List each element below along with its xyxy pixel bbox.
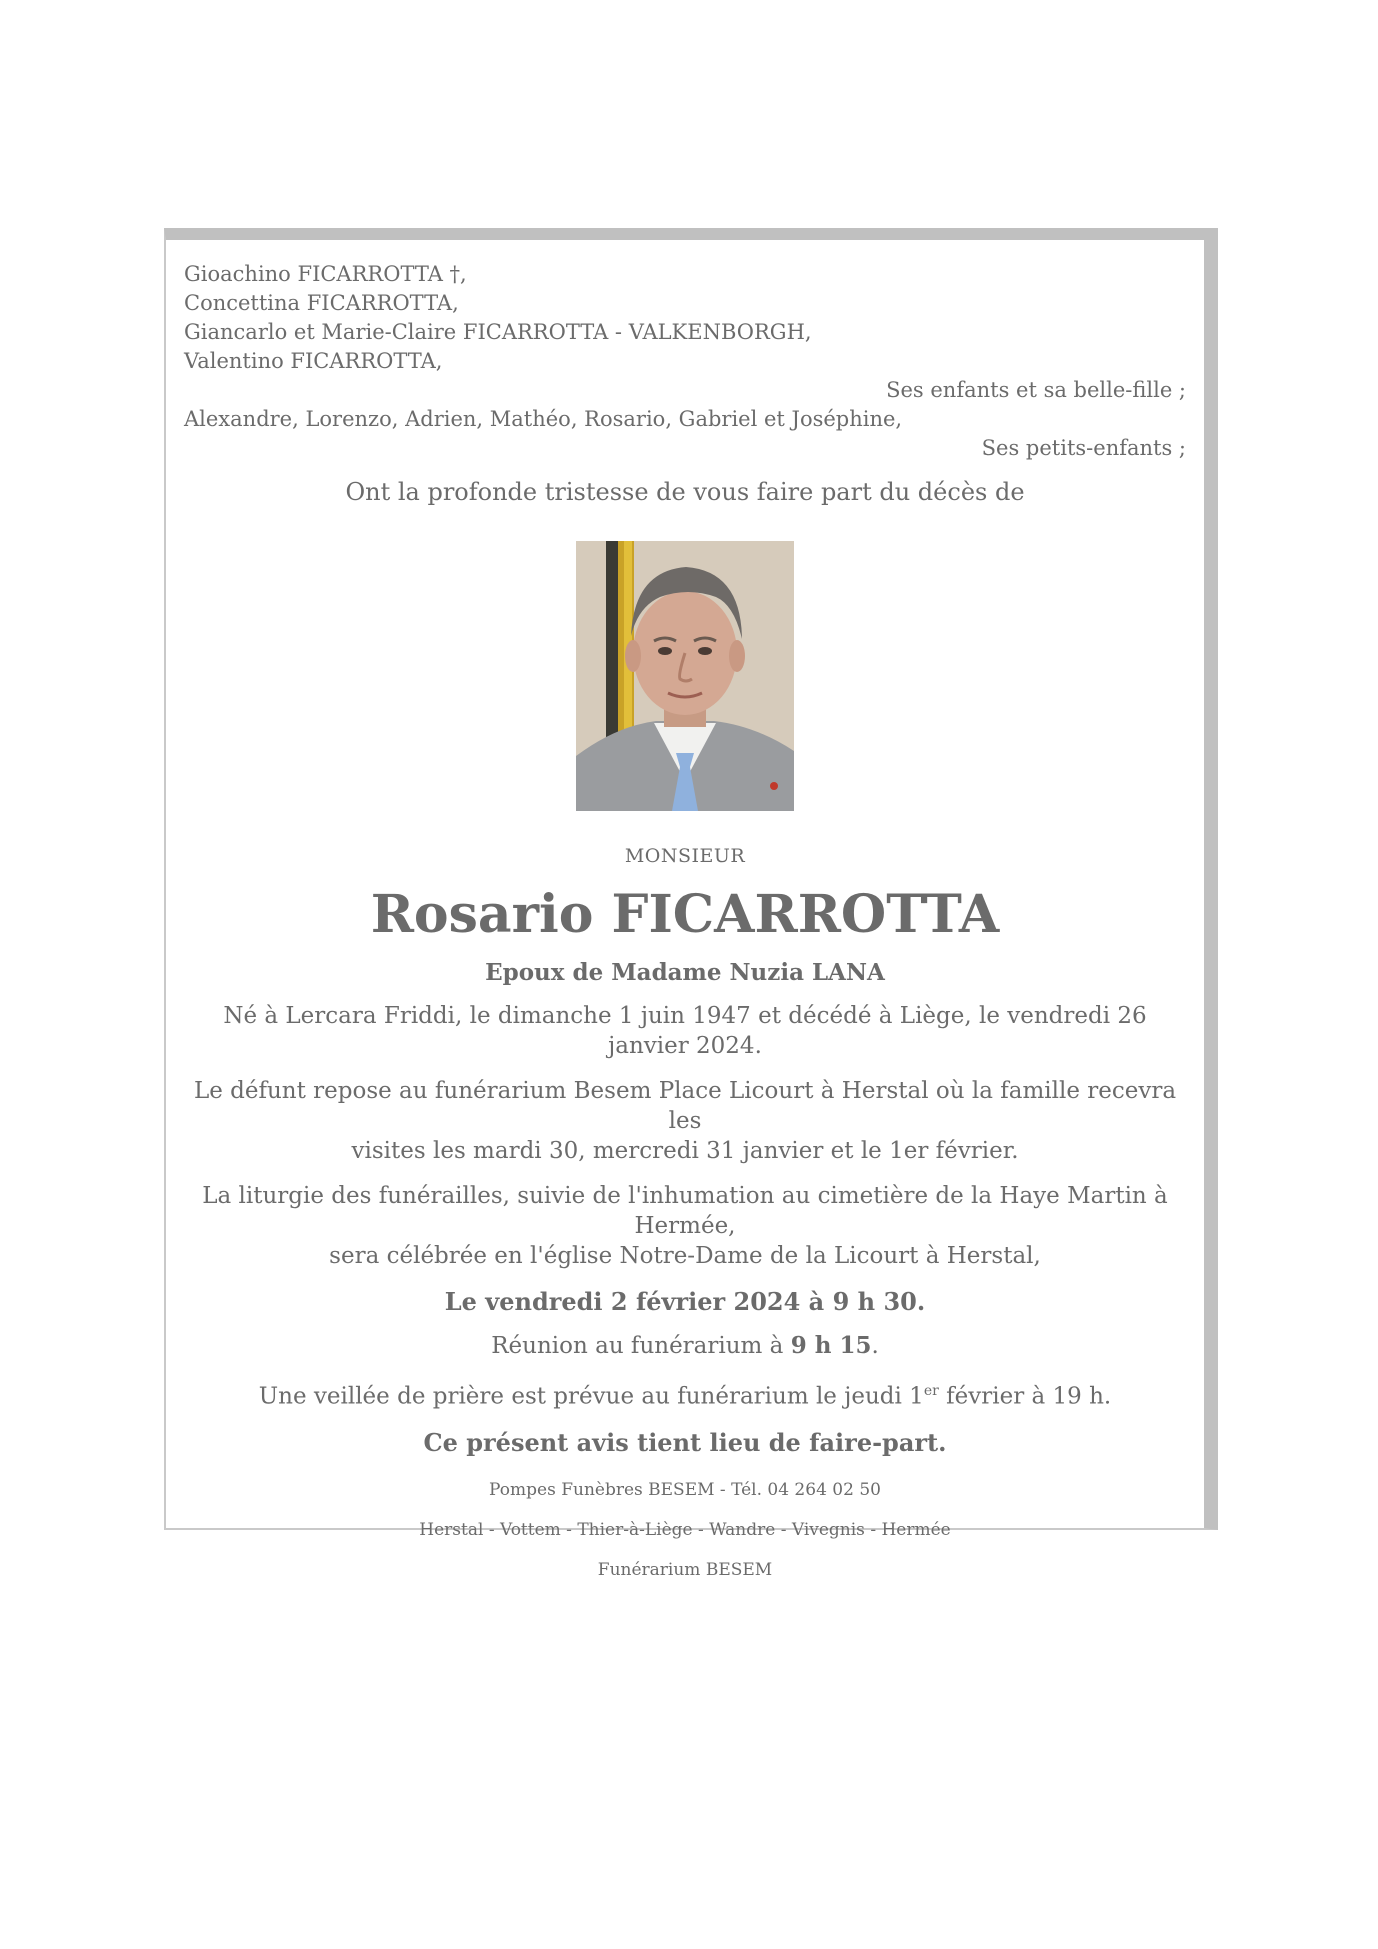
- funeral-company-contact: Pompes Funèbres BESEM - Tél. 04 264 02 50: [489, 1479, 881, 1500]
- meeting-line: [184, 1331, 1186, 1361]
- obituary-content: [184, 260, 1186, 1581]
- vigil-prefix: Une veillée de prière est prévue au funérarium le jeudi 1: [258, 1383, 924, 1410]
- obituary-card: [164, 228, 1218, 1580]
- portrait-illustration: [576, 541, 794, 811]
- funerarium-name: Funérarium BESEM: [597, 1559, 773, 1580]
- notice-line: Ce présent avis tient lieu de faire-part.: [423, 1427, 947, 1457]
- repose-line-1: Le défunt repose au funérarium Besem Place Licourt à Herstal où la famille recevra les: [193, 1078, 1177, 1134]
- meeting-suffix: .: [871, 1333, 879, 1359]
- deceased-portrait-photo: [576, 541, 794, 811]
- grandchildren-label: Ses petits-enfants ;: [981, 436, 1186, 460]
- birth-death-line: Né à Lercara Friddi, le dimanche 1 juin 1947 et décédé à Liège, le vendredi 26 janvier 2024.: [223, 1003, 1147, 1059]
- family-child-3: Giancarlo et Marie-Claire FICARROTTA - VALKENBORGH,: [184, 320, 812, 344]
- family-child-4: Valentino FICARROTTA,: [184, 349, 443, 373]
- children-label: Ses enfants et sa belle-fille ;: [886, 378, 1186, 402]
- family-child-2: Concettina FICARROTTA,: [184, 291, 459, 315]
- honorific: MONSIEUR: [624, 845, 746, 867]
- deceased-name: Rosario FICARROTTA: [370, 884, 1000, 945]
- repose-paragraph: [184, 1076, 1186, 1166]
- liturgy-line-2: sera célébrée en l'église Notre-Dame de la Licourt à Herstal,: [329, 1243, 1041, 1269]
- grandchildren-list: Alexandre, Lorenzo, Adrien, Mathéo, Rosario, Gabriel et Joséphine,: [184, 407, 903, 431]
- liturgy-paragraph: [184, 1181, 1186, 1271]
- funeral-locations: Herstal - Vottem - Thier-à-Liège - Wandre - Vivegnis - Hermée: [419, 1519, 951, 1540]
- ceremony-date: Le vendredi 2 février 2024 à 9 h 30.: [444, 1287, 926, 1316]
- vigil-line: [184, 1376, 1186, 1412]
- spouse-line: Epoux de Madame Nuzia LANA: [485, 959, 885, 986]
- repose-line-2: visites les mardi 30, mercredi 31 janvier et le 1er février.: [351, 1138, 1019, 1164]
- liturgy-line-1: La liturgie des funérailles, suivie de l'inhumation au cimetière de la Haye Martin à Hermée,: [202, 1183, 1168, 1239]
- vigil-suffix: février à 19 h.: [938, 1383, 1112, 1410]
- vigil-superscript: er: [923, 1383, 939, 1399]
- meeting-prefix: Réunion au funérarium à: [491, 1333, 791, 1359]
- meeting-time: 9 h 15: [790, 1332, 872, 1359]
- family-child-1: Gioachino FICARROTTA †,: [184, 262, 467, 286]
- announcement-text: Ont la profonde tristesse de vous faire part du décès de: [345, 478, 1025, 506]
